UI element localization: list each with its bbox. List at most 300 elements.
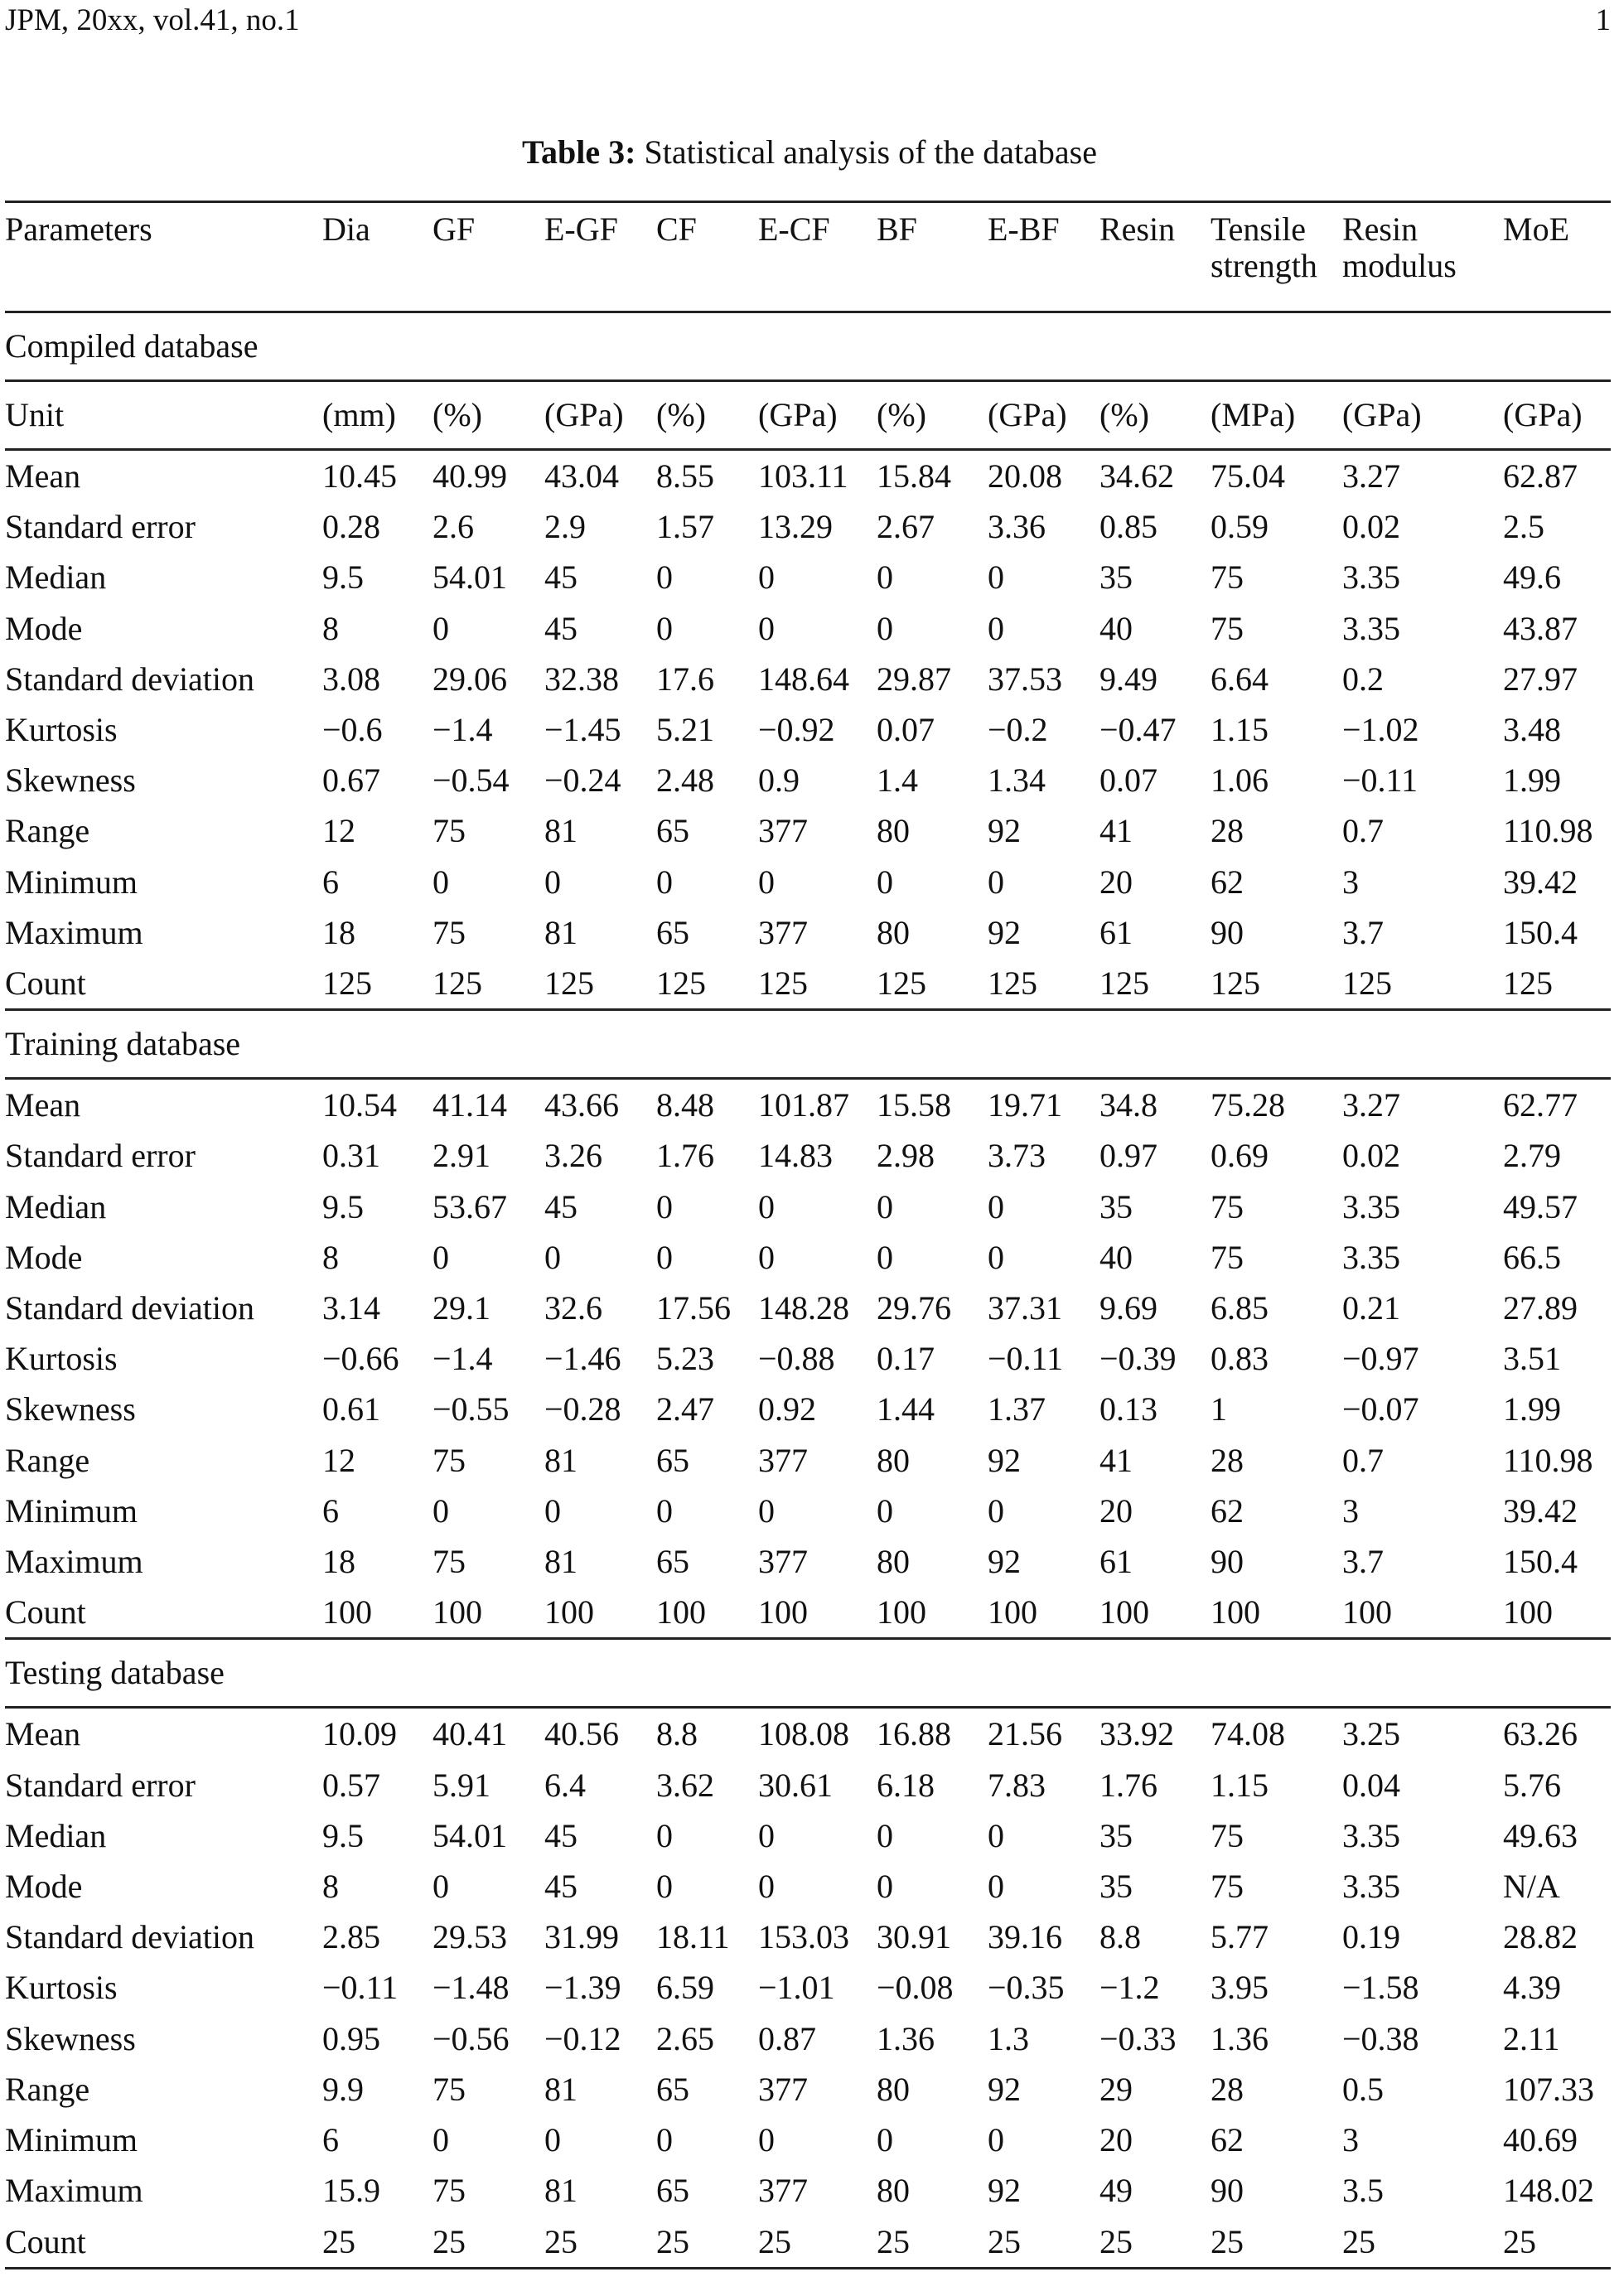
unit-label: Unit xyxy=(5,381,322,450)
table-cell: 0 xyxy=(988,1868,1004,1906)
table-cell: 125 xyxy=(1099,964,1149,1003)
table-cell: 28.82 xyxy=(1503,1918,1578,1956)
table-cell: −1.45 xyxy=(544,711,621,749)
table-cell: 43.87 xyxy=(1503,609,1578,647)
table-cell: 0 xyxy=(433,2121,449,2159)
table-cell: 0 xyxy=(544,863,561,901)
row-label: Kurtosis xyxy=(5,1340,118,1378)
table-cell: −0.55 xyxy=(433,1390,510,1428)
table-row xyxy=(5,1333,1611,1384)
table-cell: 2.91 xyxy=(433,1137,491,1175)
table-body xyxy=(5,202,1611,2269)
table-cell: 62.77 xyxy=(1503,1086,1578,1124)
table-cell: 0 xyxy=(877,1187,893,1225)
unit-cell: (%) xyxy=(656,381,758,450)
table-cell: 25 xyxy=(433,2216,544,2269)
table-cell: 49 xyxy=(1099,2172,1133,2210)
row-label: Minimum xyxy=(5,1491,138,1530)
section-title-row xyxy=(5,1010,1611,1079)
table-cell: 6.85 xyxy=(1211,1289,1269,1327)
table-cell: 108.08 xyxy=(758,1715,849,1753)
row-label: Standard deviation xyxy=(5,660,255,698)
table-cell: 2.5 xyxy=(1503,508,1544,546)
table-cell: 1.99 xyxy=(1503,761,1561,800)
table-cell: 40.69 xyxy=(1503,2121,1578,2159)
table-cell: 25 xyxy=(1342,2216,1503,2269)
table-cell: 100 xyxy=(758,1593,808,1631)
table-cell: 29.1 xyxy=(433,1289,491,1327)
table-cell: 0.69 xyxy=(1211,1137,1269,1175)
table-cell: 75 xyxy=(433,812,466,850)
table-cell: 80 xyxy=(877,2172,910,2210)
table-cell: 65 xyxy=(656,1441,689,1479)
table-cell: 0 xyxy=(988,2121,1004,2159)
table-cell: 0.85 xyxy=(1099,508,1157,546)
table-cell: 0.9 xyxy=(758,761,800,800)
table-cell: 39.42 xyxy=(1503,1491,1578,1530)
table-cell: 100 xyxy=(433,1593,482,1631)
table-cell: 0 xyxy=(758,1868,775,1906)
table-cell: −0.39 xyxy=(1099,1340,1177,1378)
table-cell: −1.01 xyxy=(758,1969,835,2007)
table-cell: 80 xyxy=(877,2070,910,2108)
table-row xyxy=(5,2013,1611,2064)
table-cell: 45 xyxy=(544,1868,578,1906)
table-cell: −0.6 xyxy=(322,711,383,749)
table-cell: 16.88 xyxy=(877,1715,951,1753)
table-cell: 377 xyxy=(758,1543,808,1581)
table-cell: 31.99 xyxy=(544,1918,619,1956)
table-cell: 63.26 xyxy=(1503,1715,1578,1753)
table-cell: 33.92 xyxy=(1099,1715,1174,1753)
table-cell: 92 xyxy=(988,2172,1021,2210)
column-header-gf: GF xyxy=(433,202,544,312)
unit-cell: (GPa) xyxy=(988,381,1099,450)
table-cell: 25 xyxy=(988,2216,1099,2269)
table-cell: 39.42 xyxy=(1503,863,1578,901)
table-cell: 103.11 xyxy=(758,457,848,495)
table-cell: 45 xyxy=(544,558,578,597)
table-cell: 0 xyxy=(433,609,449,647)
table-cell: 53.67 xyxy=(433,1187,507,1225)
table-cell: −1.02 xyxy=(1342,711,1419,749)
table-cell: 6.18 xyxy=(877,1766,935,1804)
table-cell: 41.14 xyxy=(433,1086,507,1124)
table-cell: 81 xyxy=(544,1441,578,1479)
table-cell: 3.35 xyxy=(1342,1868,1400,1906)
table-cell: 8.8 xyxy=(1099,1918,1141,1956)
table-cell: 0 xyxy=(877,2121,893,2159)
table-cell: 45 xyxy=(544,1187,578,1225)
table-cell: 0.7 xyxy=(1342,1441,1384,1479)
table-cell: 43.04 xyxy=(544,457,619,495)
table-cell: −0.11 xyxy=(322,1969,399,2007)
table-cell: −1.4 xyxy=(433,1340,493,1378)
table-cell: 0 xyxy=(656,1491,673,1530)
table-cell: 2.47 xyxy=(656,1390,714,1428)
row-label: Standard error xyxy=(5,1766,196,1804)
table-cell: 30.61 xyxy=(758,1766,833,1804)
table-cell: 0 xyxy=(758,1238,775,1276)
table-cell: 25 xyxy=(877,2216,988,2269)
table-cell: 74.08 xyxy=(1211,1715,1285,1753)
table-cell: −1.48 xyxy=(433,1969,510,2007)
table-cell: 18 xyxy=(322,1543,355,1581)
row-label: Maximum xyxy=(5,2172,143,2210)
table-cell: 75 xyxy=(433,2172,466,2210)
section-title: Training database xyxy=(5,1010,1611,1079)
table-cell: 29.53 xyxy=(433,1918,507,1956)
table-cell: 1.99 xyxy=(1503,1390,1561,1428)
row-label: Range xyxy=(5,2070,90,2108)
table-cell: 100 xyxy=(1099,1593,1149,1631)
table-cell: 377 xyxy=(758,1441,808,1479)
table-cell: 0.17 xyxy=(877,1340,935,1378)
table-row xyxy=(5,2165,1611,2216)
table-cell: 0 xyxy=(988,558,1004,597)
table-row xyxy=(5,1536,1611,1587)
row-label: Count xyxy=(5,1593,86,1631)
table-cell: 8 xyxy=(322,609,339,647)
table-cell: 125 xyxy=(322,964,372,1003)
table-cell: 15.84 xyxy=(877,457,951,495)
table-cell: 45 xyxy=(544,609,578,647)
table-row xyxy=(5,958,1611,1010)
unit-cell: (mm) xyxy=(322,381,433,450)
row-label: Skewness xyxy=(5,1390,136,1428)
table-cell: 40.99 xyxy=(433,457,507,495)
table-cell: 61 xyxy=(1099,1543,1133,1581)
table-cell: 5.23 xyxy=(656,1340,714,1378)
table-cell: 1.4 xyxy=(877,761,918,800)
table-cell: 100 xyxy=(656,1593,706,1631)
table-cell: 92 xyxy=(988,913,1021,951)
table-cell: 3.27 xyxy=(1342,457,1400,495)
table-cell: 25 xyxy=(758,2216,877,2269)
table-cell: 40.56 xyxy=(544,1715,619,1753)
table-cell: 65 xyxy=(656,2070,689,2108)
table-cell: 92 xyxy=(988,2070,1021,2108)
table-caption-label: Table 3: xyxy=(522,133,636,171)
row-label: Minimum xyxy=(5,863,138,901)
table-cell: −1.4 xyxy=(433,711,493,749)
row-label: Range xyxy=(5,812,90,850)
unit-cell: (MPa) xyxy=(1211,381,1342,450)
table-cell: 18 xyxy=(322,913,355,951)
table-cell: 6.59 xyxy=(656,1969,714,2007)
table-cell: 65 xyxy=(656,812,689,850)
table-row xyxy=(5,2216,1611,2269)
table-cell: 66.5 xyxy=(1503,1238,1561,1276)
row-label: Mean xyxy=(5,457,81,495)
table-cell: 25 xyxy=(322,2216,433,2269)
table-cell: 20 xyxy=(1099,863,1133,901)
table-cell: 0.59 xyxy=(1211,508,1269,546)
table-cell: 3.26 xyxy=(544,1137,602,1175)
table-cell: 0.97 xyxy=(1099,1137,1157,1175)
table-cell: −0.11 xyxy=(988,1340,1064,1378)
table-row xyxy=(5,2115,1611,2165)
table-cell: 92 xyxy=(988,1543,1021,1581)
table-cell: 65 xyxy=(656,2172,689,2210)
table-cell: 90 xyxy=(1211,1543,1244,1581)
table-cell: 3.62 xyxy=(656,1766,714,1804)
table-cell: 25 xyxy=(1099,2216,1211,2269)
table-cell: 6 xyxy=(322,2121,339,2159)
tensile-strength-line-2: strength xyxy=(1211,247,1317,284)
table-cell: 54.01 xyxy=(433,1816,507,1854)
table-cell: 100 xyxy=(1211,1593,1260,1631)
row-label: Skewness xyxy=(5,2019,136,2057)
table-row xyxy=(5,1130,1611,1181)
table-cell: 45 xyxy=(544,1816,578,1854)
table-cell: 0.67 xyxy=(322,761,380,800)
table-cell: −0.56 xyxy=(433,2019,510,2057)
table-cell: 0 xyxy=(433,863,449,901)
table-cell: 75.04 xyxy=(1211,457,1285,495)
table-cell: 0.83 xyxy=(1211,1340,1269,1378)
table-cell: 0 xyxy=(544,2121,561,2159)
table-cell: 125 xyxy=(1503,964,1553,1003)
table-cell: 3.27 xyxy=(1342,1086,1400,1124)
table-cell: 25 xyxy=(1211,2216,1342,2269)
table-cell: 75.28 xyxy=(1211,1086,1285,1124)
tensile-strength-line-1: Tensile xyxy=(1211,210,1306,248)
table-cell: 32.38 xyxy=(544,660,619,698)
statistics-table xyxy=(5,201,1611,2269)
column-header-e-cf: E-CF xyxy=(758,202,877,312)
table-cell: 1.36 xyxy=(877,2019,935,2057)
table-cell: 7.83 xyxy=(988,1766,1046,1804)
table-cell: 0.95 xyxy=(322,2019,380,2057)
table-row xyxy=(5,1182,1611,1232)
table-cell: 75 xyxy=(1211,1187,1244,1225)
table-cell: 9.69 xyxy=(1099,1289,1157,1327)
table-cell: 100 xyxy=(988,1593,1037,1631)
table-cell: 2.85 xyxy=(322,1918,380,1956)
table-cell: 32.6 xyxy=(544,1289,602,1327)
table-cell: −1.39 xyxy=(544,1969,621,2007)
table-cell: 1.36 xyxy=(1211,2019,1269,2057)
table-cell: −0.11 xyxy=(1342,761,1418,800)
table-row xyxy=(5,1861,1611,1912)
table-cell: 90 xyxy=(1211,2172,1244,2210)
table-cell: 3.48 xyxy=(1503,711,1561,749)
table-cell: 8.8 xyxy=(656,1715,698,1753)
table-cell: 0 xyxy=(877,1868,893,1906)
table-cell: 3.35 xyxy=(1342,1187,1400,1225)
table-cell: 0 xyxy=(758,1187,775,1225)
column-header-e-gf: E-GF xyxy=(544,202,656,312)
row-label: Mode xyxy=(5,1238,83,1276)
table-cell: −0.08 xyxy=(877,1969,954,2007)
table-cell: 2.9 xyxy=(544,508,586,546)
table-cell: 19.71 xyxy=(988,1086,1062,1124)
table-cell: 12 xyxy=(322,812,355,850)
table-cell: 75 xyxy=(1211,1238,1244,1276)
table-cell: 80 xyxy=(877,913,910,951)
table-cell: 35 xyxy=(1099,1816,1133,1854)
table-cell: −0.54 xyxy=(433,761,510,800)
table-cell: 49.63 xyxy=(1503,1816,1578,1854)
row-label: Skewness xyxy=(5,761,136,800)
table-cell: −0.35 xyxy=(988,1969,1065,2007)
table-cell: 3.51 xyxy=(1503,1340,1561,1378)
table-cell: 5.21 xyxy=(656,711,714,749)
table-cell: N/A xyxy=(1503,1868,1560,1906)
section-title: Testing database xyxy=(5,1639,1611,1708)
table-cell: 0 xyxy=(877,863,893,901)
row-label: Maximum xyxy=(5,913,143,951)
table-cell: 0.21 xyxy=(1342,1289,1400,1327)
table-caption-text: Statistical analysis of the database xyxy=(644,133,1097,171)
table-cell: 29 xyxy=(1099,2070,1133,2108)
table-cell: −0.92 xyxy=(758,711,835,749)
section-title: Compiled database xyxy=(5,312,1611,381)
column-header-cf: CF xyxy=(656,202,758,312)
table-cell: 14.83 xyxy=(758,1137,833,1175)
table-cell: 3.08 xyxy=(322,660,380,698)
row-label: Median xyxy=(5,558,107,597)
table-cell: 100 xyxy=(322,1593,372,1631)
table-cell: 49.6 xyxy=(1503,558,1561,597)
row-label: Count xyxy=(5,964,86,1003)
table-cell: 3.35 xyxy=(1342,558,1400,597)
table-caption xyxy=(0,129,1619,176)
table-cell: 125 xyxy=(988,964,1037,1003)
table-cell: −1.2 xyxy=(1099,1969,1160,2007)
row-label: Mode xyxy=(5,1868,83,1906)
table-cell: 27.89 xyxy=(1503,1289,1578,1327)
table-cell: 0.13 xyxy=(1099,1390,1157,1428)
table-cell: 8 xyxy=(322,1868,339,1906)
table-cell: 0 xyxy=(877,1238,893,1276)
unit-row xyxy=(5,381,1611,450)
row-label: Range xyxy=(5,1441,90,1479)
table-cell: 29.87 xyxy=(877,660,951,698)
table-cell: 35 xyxy=(1099,1868,1133,1906)
table-cell: 0 xyxy=(988,1491,1004,1530)
table-cell: 28 xyxy=(1211,2070,1244,2108)
table-cell: 2.48 xyxy=(656,761,714,800)
table-cell: 54.01 xyxy=(433,558,507,597)
table-cell: 3 xyxy=(1342,863,1359,901)
table-cell: 0.61 xyxy=(322,1390,380,1428)
table-cell: 3.73 xyxy=(988,1137,1046,1175)
table-cell: 1.15 xyxy=(1211,1766,1269,1804)
table-row xyxy=(5,907,1611,958)
table-cell: 0 xyxy=(656,1868,673,1906)
table-cell: 28 xyxy=(1211,1441,1244,1479)
table-cell: 75 xyxy=(1211,558,1244,597)
table-cell: −0.2 xyxy=(988,711,1048,749)
table-cell: 62 xyxy=(1211,863,1244,901)
table-cell: 125 xyxy=(1211,964,1260,1003)
table-row xyxy=(5,755,1611,805)
table-cell: 37.53 xyxy=(988,660,1062,698)
table-cell: 9.5 xyxy=(322,558,364,597)
table-cell: 62 xyxy=(1211,2121,1244,2159)
table-cell: 39.16 xyxy=(988,1918,1062,1956)
unit-cell: (%) xyxy=(1099,381,1211,450)
table-cell: 0 xyxy=(758,2121,775,2159)
table-row xyxy=(5,1384,1611,1434)
table-cell: 3.25 xyxy=(1342,1715,1400,1753)
table-cell: 3 xyxy=(1342,1491,1359,1530)
table-cell: 6 xyxy=(322,1491,339,1530)
table-cell: 125 xyxy=(433,964,482,1003)
table-row xyxy=(5,1435,1611,1486)
table-cell: −0.88 xyxy=(758,1340,835,1378)
table-cell: 1.37 xyxy=(988,1390,1046,1428)
table-cell: 81 xyxy=(544,812,578,850)
table-cell: 49.57 xyxy=(1503,1187,1578,1225)
section-title-row xyxy=(5,312,1611,381)
table-cell: 0.07 xyxy=(877,711,935,749)
table-cell: 100 xyxy=(1503,1593,1553,1631)
table-cell: 0 xyxy=(988,1816,1004,1854)
table-row xyxy=(5,1283,1611,1333)
table-cell: 30.91 xyxy=(877,1918,951,1956)
table-cell: 6.4 xyxy=(544,1766,586,1804)
table-cell: 0 xyxy=(877,1491,893,1530)
table-cell: 9.9 xyxy=(322,2070,364,2108)
table-cell: −0.12 xyxy=(544,2019,621,2057)
table-cell: 5.77 xyxy=(1211,1918,1269,1956)
column-header-moe: MoE xyxy=(1503,202,1611,312)
row-label: Standard deviation xyxy=(5,1289,255,1327)
table-cell: 81 xyxy=(544,1543,578,1581)
table-cell: 0 xyxy=(877,1816,893,1854)
table-cell: 75 xyxy=(433,1441,466,1479)
table-row xyxy=(5,857,1611,907)
table-cell: 377 xyxy=(758,2172,808,2210)
table-cell: 8.55 xyxy=(656,457,714,495)
page-number: 1 xyxy=(1595,3,1611,37)
table-cell: 6 xyxy=(322,863,339,901)
table-cell: 3.14 xyxy=(322,1289,380,1327)
table-cell: 35 xyxy=(1099,1187,1133,1225)
table-cell: 1.76 xyxy=(656,1137,714,1175)
table-row xyxy=(5,654,1611,704)
table-cell: 27.97 xyxy=(1503,660,1578,698)
row-label: Kurtosis xyxy=(5,1969,118,2007)
table-cell: 17.6 xyxy=(656,660,714,698)
table-cell: 1.76 xyxy=(1099,1766,1157,1804)
table-cell: 20.08 xyxy=(988,457,1062,495)
table-cell: 148.28 xyxy=(758,1289,849,1327)
table-cell: 0.02 xyxy=(1342,1137,1400,1175)
table-cell: 3.7 xyxy=(1342,1543,1384,1581)
row-label: Minimum xyxy=(5,2121,138,2159)
table-cell: 0 xyxy=(433,1238,449,1276)
table-cell: 17.56 xyxy=(656,1289,731,1327)
table-cell: 0.04 xyxy=(1342,1766,1400,1804)
table-cell: 61 xyxy=(1099,913,1133,951)
table-cell: 107.33 xyxy=(1503,2070,1594,2108)
table-cell: −0.47 xyxy=(1099,711,1177,749)
table-cell: −1.58 xyxy=(1342,1969,1419,2007)
table-cell: 0 xyxy=(758,863,775,901)
unit-cell: (GPa) xyxy=(1503,381,1611,450)
table-cell: 0.87 xyxy=(758,2019,816,2057)
table-cell: 75 xyxy=(1211,1868,1244,1906)
row-label: Mean xyxy=(5,1086,81,1124)
table-cell: 0.28 xyxy=(322,508,380,546)
table-cell: 20 xyxy=(1099,2121,1133,2159)
table-row xyxy=(5,501,1611,552)
table-cell: 0 xyxy=(656,863,673,901)
